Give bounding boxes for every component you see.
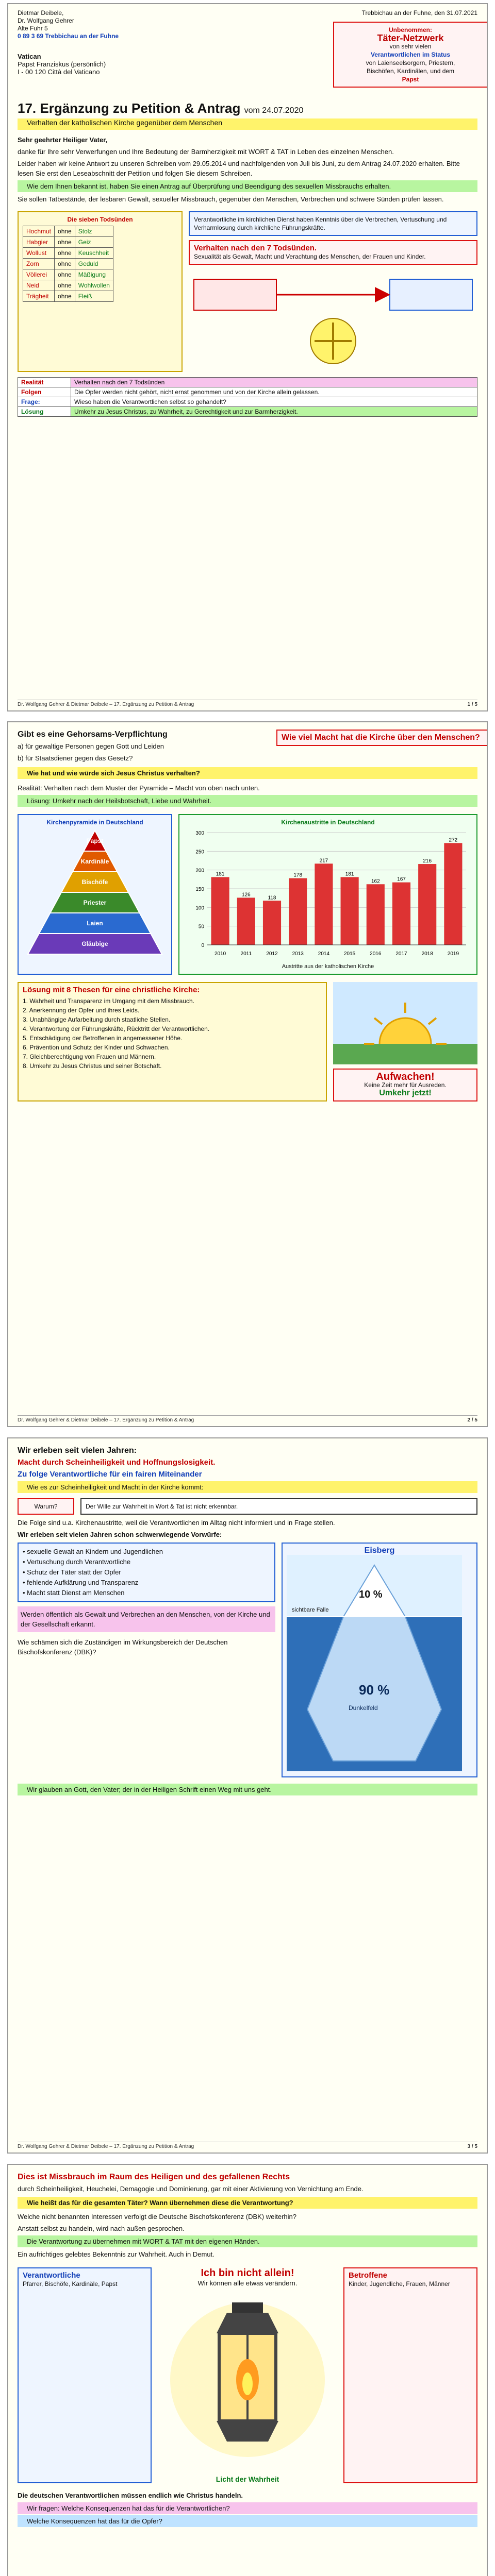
sins-row xyxy=(23,259,113,269)
p3-line-1: Macht durch Scheinheiligkeit und Hoffnungslosigkeit. xyxy=(18,1458,216,1467)
exit-bar-chart xyxy=(184,826,472,960)
sin-virtue: Mäßigung xyxy=(75,269,113,280)
footer-left: Dr. Wolfgang Gehrer & Dietmar Deibele – 17. Ergänzung zu Petition & Antrag xyxy=(18,702,194,707)
behavior-box xyxy=(189,240,477,265)
x-tick-label: 2013 xyxy=(292,951,304,957)
y-tick-label: 300 xyxy=(195,831,204,836)
pyramid-figure xyxy=(23,826,167,955)
p2-figures xyxy=(8,812,487,977)
sin-connector: ohne xyxy=(55,248,75,259)
x-tick-label: 2011 xyxy=(240,951,252,957)
recipient-org: Vatican xyxy=(18,53,41,60)
sins-table-box xyxy=(18,211,183,372)
sender-address: Alte Fuhr 5 xyxy=(18,25,48,32)
sin-virtue: Keuschheit xyxy=(75,248,113,259)
thesis-item: 2. Anerkennung der Opfer und ihres Leids. xyxy=(23,1007,140,1014)
sin-connector: ohne xyxy=(55,291,75,302)
bar-value-label: 216 xyxy=(423,858,432,865)
bar-value-label: 178 xyxy=(293,872,303,878)
question-text: Wieso haben die Verantwortlichen selbst so gehandelt? xyxy=(71,397,477,407)
p3-text-1: Die Folge sind u.a. Kirchenaustritte, weil die Verantwortlichen im Alltag nicht informiert und in Frage stellen. xyxy=(18,1519,335,1527)
bullet-item: • Macht statt Dienst am Menschen xyxy=(23,1589,125,1597)
sins-row xyxy=(23,248,113,259)
bar-value-label: 118 xyxy=(268,895,276,901)
page-footer xyxy=(18,700,477,707)
result-row xyxy=(18,387,477,397)
y-tick-label: 0 xyxy=(201,943,204,948)
iceberg-box xyxy=(282,1543,477,1777)
bullet-item: • Vertuschung durch Verantwortliche xyxy=(23,1558,131,1566)
iceberg-top-label: sichtbare Fälle xyxy=(292,1607,329,1613)
bar xyxy=(367,884,385,945)
thesis-item: 7. Gleichberechtigung von Frauen und Männern. xyxy=(23,1053,156,1060)
sins-table xyxy=(23,226,113,302)
p4-text-6: Die deutschen Verantwortlichen müssen endlich wie Christus handeln. xyxy=(18,2492,243,2499)
page-number: 2 / 5 xyxy=(467,1417,477,1423)
sins-row xyxy=(23,291,113,302)
footer-left: Dr. Wolfgang Gehrer & Dietmar Deibele – 17. Ergänzung zu Petition & Antrag xyxy=(18,1417,194,1423)
p2-item-a: a) für gewaltige Personen gegen Gott und Leiden xyxy=(18,742,164,750)
p4-graphic-title: Ich bin nicht allein! xyxy=(201,2267,294,2279)
thesis-item: 8. Umkehr zu Jesus Christus und seiner Botschaft. xyxy=(23,1062,162,1070)
sender-name: Dietmar Deibele, xyxy=(18,9,64,16)
y-tick-label: 250 xyxy=(195,849,204,855)
bullet-item: • Schutz der Täter statt der Opfer xyxy=(23,1568,121,1576)
reality-row xyxy=(18,378,477,387)
p2-side xyxy=(333,982,477,1101)
sins-table-title: Die sieben Todsünden xyxy=(67,216,133,223)
thesis-item: 6. Prävention und Schutz der Kinder und Schwachen. xyxy=(23,1044,170,1051)
p4-text-2: Welche nicht benannten Interessen verfolgt die Deutsche Bischofskonferenz (DBK) weiterhin? xyxy=(18,2213,296,2221)
pyramid-box xyxy=(18,814,172,975)
chart-box xyxy=(178,814,477,975)
sin-name: Völlerei xyxy=(23,269,55,280)
pyramid-level-label: Kardinäle xyxy=(80,858,109,865)
bar-value-label: 181 xyxy=(345,871,354,877)
recipient-name: Papst Franziskus (persönlich) xyxy=(18,60,106,68)
p4-graphic-sub: Wir können alle etwas verändern. xyxy=(197,2279,298,2287)
main-title-text: 17. Ergänzung zu Petition & Antrag xyxy=(18,100,241,116)
sin-virtue: Wohlwollen xyxy=(75,280,113,291)
reality-label: Realität xyxy=(18,378,71,387)
figure-box-right xyxy=(390,279,472,310)
x-tick-label: 2019 xyxy=(447,951,459,957)
p3-intro: Wir erleben seit vielen Jahren: xyxy=(18,1446,137,1455)
p2-intro: Gibt es eine Gehorsams-Verpflichtung xyxy=(18,730,168,739)
page-2 xyxy=(7,721,488,1427)
y-tick-label: 200 xyxy=(195,868,204,874)
p4-text-8: Welche Konsequenzen hat das für die Opfer? xyxy=(18,2515,477,2527)
bar-value-label: 167 xyxy=(397,876,406,883)
sin-name: Neid xyxy=(23,280,55,291)
chart-note: Kirchenaustritte in Deutschland xyxy=(281,819,375,826)
chart-caption: Austritte aus der katholischen Kirche xyxy=(282,963,374,970)
sin-name: Zorn xyxy=(23,259,55,269)
recipient-city: I - 00 120 Città del Vaticano xyxy=(18,68,100,76)
p2-item-b: b) für Staatsdiener gegen das Gesetz? xyxy=(18,754,133,762)
wake-up-text: Keine Zeit mehr für Ausreden. xyxy=(364,1081,447,1089)
solution-row xyxy=(18,407,477,417)
date-line: Trebbichau an der Fuhne, den 31.07.2021 xyxy=(361,9,477,16)
paragraph-2: Leider haben wir keine Antwort zu unseren Schreiben vom 29.05.2014 und nachfolgenden von Juli bis Juni, zu dem Antrag 24.07.2020 erhalten. Bitte lesen Sie erst den Leseabschnitt der Petition und folgen Sie diesem Schreiben. xyxy=(18,160,460,177)
p3-bullet-list xyxy=(18,1543,275,1602)
sender-phone: 0 89 3 69 Trebbichau an der Fuhne xyxy=(18,32,119,40)
p2-text-2: Lösung: Umkehr nach der Heilsbotschaft, Liebe und Wahrheit. xyxy=(18,795,477,807)
bar-value-label: 162 xyxy=(371,878,380,885)
p2-text-1: Realität: Verhalten nach dem Muster der Pyramide – Macht von oben nach unten. xyxy=(18,784,260,792)
y-tick-label: 50 xyxy=(198,924,204,930)
solution-text: Umkehr zu Jesus Christus, zu Wahrheit, zu Gerechtigkeit und zur Barmherzigkeit. xyxy=(71,407,477,417)
page-3 xyxy=(7,1437,488,2154)
header-callout-line-4: von Laienseelsorgern, Priestern, xyxy=(366,59,455,66)
sins-side xyxy=(189,211,477,372)
sins-row xyxy=(23,269,113,280)
bar xyxy=(237,897,255,945)
p4-right-box-text: Kinder, Jugendliche, Frauen, Männer xyxy=(349,2280,450,2287)
iceberg-title: Eisberg xyxy=(364,1546,395,1555)
sin-name: Wollust xyxy=(23,248,55,259)
bar xyxy=(418,864,436,945)
theses-list xyxy=(23,996,322,1071)
p4-left-box-text: Pfarrer, Bischöfe, Kardinäle, Papst xyxy=(23,2280,118,2287)
header-callout-line-5: Bischöfen, Kardinälen, und dem xyxy=(366,67,455,75)
sin-virtue: Geiz xyxy=(75,237,113,248)
bar-value-label: 126 xyxy=(241,892,251,898)
p3-left xyxy=(18,1543,275,1777)
reality-table xyxy=(18,377,477,417)
page-number: 3 / 5 xyxy=(467,2144,477,2149)
x-tick-label: 2010 xyxy=(214,951,226,957)
p4-right-box xyxy=(343,2267,477,2483)
p3-why-label: Warum? xyxy=(18,1498,74,1515)
p4-left-box-title: Verantwortliche xyxy=(23,2271,80,2280)
result-label: Folgen xyxy=(18,387,71,397)
pyramid-level-label: Gläubige xyxy=(81,940,108,947)
bar-value-label: 217 xyxy=(319,858,328,864)
thesis-item: 5. Entschädigung der Betroffenen in angemessener Höhe. xyxy=(23,1035,183,1042)
sin-connector: ohne xyxy=(55,269,75,280)
lantern-icon xyxy=(165,2287,330,2472)
p4-question: Wie heißt das für die gesamten Täter? Wann übernehmen diese die Verantwortung? xyxy=(18,2197,477,2209)
p3-text-3: Werden öffentlich als Gewalt und Verbrechen an den Menschen, von der Kirche und der Gesellschaft erkannt. xyxy=(18,1606,275,1632)
sin-connector: ohne xyxy=(55,226,75,237)
result-text: Die Opfer werden nicht gehört, nicht ernst genommen und von der Kirche allein gelassen. xyxy=(71,387,477,397)
subtitle: Verhalten der katholischen Kirche gegenüber dem Menschen xyxy=(18,118,477,130)
question-row xyxy=(18,397,477,407)
p4-intro: Dies ist Missbrauch im Raum des Heiligen und des gefallenen Rechts xyxy=(18,2173,290,2181)
p2-question-2: Wie hat und wie würde sich Jesus Christus verhalten? xyxy=(18,767,477,779)
behavior-box-text: Sexualität als Gewalt, Macht und Verachtung des Menschen, der Frauen und Kinder. xyxy=(194,253,426,260)
p3-why-row xyxy=(8,1496,487,1517)
p3-content xyxy=(8,1540,487,1780)
page-footer xyxy=(18,2142,477,2149)
bar xyxy=(392,883,410,945)
x-tick-label: 2017 xyxy=(395,951,407,957)
header-callout-title: Unbenommen: xyxy=(389,26,432,33)
sin-arrows-figure xyxy=(189,269,477,372)
bar xyxy=(289,878,307,945)
footer-left: Dr. Wolfgang Gehrer & Dietmar Deibele – 17. Ergänzung zu Petition & Antrag xyxy=(18,2144,194,2149)
x-tick-label: 2016 xyxy=(370,951,382,957)
p4-graphic-row xyxy=(8,2265,487,2485)
header-callout-line-2: von sehr vielen xyxy=(389,43,432,50)
sin-name: Habgier xyxy=(23,237,55,248)
behavior-box-title: Verhalten nach den 7 Todsünden. xyxy=(194,244,317,252)
thesis-item: 3. Unabhängige Aufarbeitung durch staatliche Stellen. xyxy=(23,1016,171,1023)
sin-name: Hochmut xyxy=(23,226,55,237)
pyramid-level-label: Papst xyxy=(86,837,104,844)
page-1 xyxy=(7,3,488,711)
p2-theses-section xyxy=(8,980,487,1104)
wake-up-box xyxy=(333,1069,477,1101)
sins-row xyxy=(23,226,113,237)
sin-virtue: Fleiß xyxy=(75,291,113,302)
header-callout xyxy=(333,22,488,88)
theses-box xyxy=(18,982,327,1101)
bar xyxy=(263,901,281,945)
sin-connector: ohne xyxy=(55,259,75,269)
wake-up-title: Aufwachen! xyxy=(376,1071,435,1082)
reality-text: Verhalten nach den 7 Todsünden xyxy=(71,378,477,387)
wake-up-text-2: Umkehr jetzt! xyxy=(379,1089,432,1097)
paragraph-3: Wie dem Ihnen bekannt ist, haben Sie einen Antrag auf Überprüfung und Beendigung des sexuellen Missbrauchs erhalten. xyxy=(18,180,477,192)
sin-virtue: Stolz xyxy=(75,226,113,237)
x-tick-label: 2018 xyxy=(421,951,433,957)
p4-text-7: Wir fragen: Welche Konsequenzen hat das für die Verantwortlichen? xyxy=(18,2502,477,2514)
bullet-item: • fehlende Aufklärung und Transparenz xyxy=(23,1579,139,1586)
page-number: 1 / 5 xyxy=(467,702,477,707)
question-label: Frage: xyxy=(18,397,71,407)
sin-connector: ohne xyxy=(55,237,75,248)
iceberg-bottom-percent: 90 % xyxy=(359,1682,390,1698)
p4-text-3: Anstatt selbst zu handeln, wird nach außen gesprochen. xyxy=(18,2225,185,2232)
p4-text-1: durch Scheinheiligkeit, Heuchelei, Demagogie und Dominierung, gar mit einer Aktivierung von Vernichtung am Ende. xyxy=(18,2185,364,2193)
p2-question-box xyxy=(276,730,488,746)
sin-name: Trägheit xyxy=(23,291,55,302)
thesis-item: 4. Verantwortung der Führungskräfte, Rücktritt der Verantwortlichen. xyxy=(23,1025,210,1032)
iceberg-figure xyxy=(287,1555,462,1771)
figure-box-left xyxy=(194,279,276,310)
y-tick-label: 100 xyxy=(195,905,204,911)
p3-text-2: Wir erleben seit vielen Jahren schon schwerwiegende Vorwürfe: xyxy=(18,1531,222,1538)
page-footer xyxy=(18,1415,477,1423)
lantern-label: Licht der Wahrheit xyxy=(216,2475,279,2483)
sender-block xyxy=(18,9,119,40)
greeting: Sehr geehrter Heiliger Vater, xyxy=(18,136,108,144)
p4-text-4: Die Verantwortung zu übernehmen mit WORT & TAT mit den eigenen Händen. xyxy=(18,2235,477,2247)
header-callout-line-6: Papst xyxy=(402,76,419,83)
x-tick-label: 2012 xyxy=(266,951,278,957)
pyramid-level-label: Laien xyxy=(87,920,103,927)
p4-left-box xyxy=(18,2267,152,2483)
bar xyxy=(341,877,359,945)
p3-line-2: Zu folge Verantwortliche für ein fairen Miteinander xyxy=(18,1470,202,1479)
responsibility-box: Verantwortliche im kirchlichen Dienst haben Kenntnis über die Verbrechen, Vertuschung und Verharmlosung durch kirchliche Führungskräfte. xyxy=(189,211,477,236)
bar xyxy=(315,863,333,945)
x-tick-label: 2014 xyxy=(318,951,330,957)
sins-section xyxy=(8,209,487,374)
main-title-right: vom 24.07.2020 xyxy=(244,106,304,115)
pyramid-title: Kirchenpyramide in Deutschland xyxy=(46,819,143,826)
iceberg-bottom-label: Dunkelfeld xyxy=(349,1704,378,1711)
bar xyxy=(211,877,229,945)
thesis-item: 1. Wahrheit und Transparenz im Umgang mit dem Missbrauch. xyxy=(23,997,195,1005)
sins-row xyxy=(23,237,113,248)
p4-center xyxy=(158,2267,337,2483)
p2-question-big: Wie viel Macht hat die Kirche über den Menschen? xyxy=(282,733,480,742)
x-tick-label: 2015 xyxy=(343,951,356,957)
header-callout-line-1: Täter-Netzwerk xyxy=(377,33,444,43)
paragraph-1: danke für Ihre sehr Verwerfungen und Ihre Bedeutung der Barmherzigkeit mit WORT & TAT in Leben des einzelnen Menschen. xyxy=(18,148,394,156)
sender-name-2: Dr. Wolfgang Gehrer xyxy=(18,17,74,24)
main-title xyxy=(8,98,487,118)
p4-right-box-title: Betroffene xyxy=(349,2271,388,2280)
bar xyxy=(444,843,462,945)
bar-value-label: 272 xyxy=(449,837,458,843)
p4-text-5: Ein aufrichtiges gelebtes Bekenntnis zur Wahrheit. Auch in Demut. xyxy=(18,2250,214,2258)
header-callout-line-3: Verantwortlichen im Status xyxy=(370,51,451,58)
pyramid-level-label: Priester xyxy=(83,899,107,906)
p3-line-3: Wie es zur Scheinheiligkeit und Macht in der Kirche kommt: xyxy=(18,1481,477,1493)
sin-virtue: Geduld xyxy=(75,259,113,269)
bullet-item: • sexuelle Gewalt an Kindern und Jugendlichen xyxy=(23,1548,163,1555)
solution-label: Lösung xyxy=(18,407,71,417)
p3-why-text: Der Wille zur Wahrheit in Wort & Tat ist nicht erkennbar. xyxy=(80,1498,477,1515)
iceberg-top-percent: 10 % xyxy=(359,1589,383,1600)
p3-text-5: Wir glauben an Gott, den Vater; der in der Heiligen Schrift einen Weg mit uns geht. xyxy=(18,1784,477,1795)
reality-section xyxy=(8,374,487,420)
sin-connector: ohne xyxy=(55,280,75,291)
y-tick-label: 150 xyxy=(195,887,204,892)
p3-text-4: Wie schämen sich die Zuständigen im Wirkungsbereich der Deutschen Bischofskonferenz (DBK)? xyxy=(18,1638,228,1656)
paragraph-4: Sie sollen Tatbestände, der lesbaren Gewalt, sexueller Missbrauch, gegenüber den Menschen, Verbrechen und schwere Sünden prüfen lassen. xyxy=(18,195,444,203)
sunrise-figure xyxy=(333,982,477,1064)
theses-title: Lösung mit 8 Thesen für eine christliche Kirche: xyxy=(23,986,200,994)
pyramid-level-label: Bischöfe xyxy=(81,878,108,886)
sins-row xyxy=(23,280,113,291)
page-4 xyxy=(7,2164,488,2576)
bar-value-label: 181 xyxy=(216,871,225,877)
